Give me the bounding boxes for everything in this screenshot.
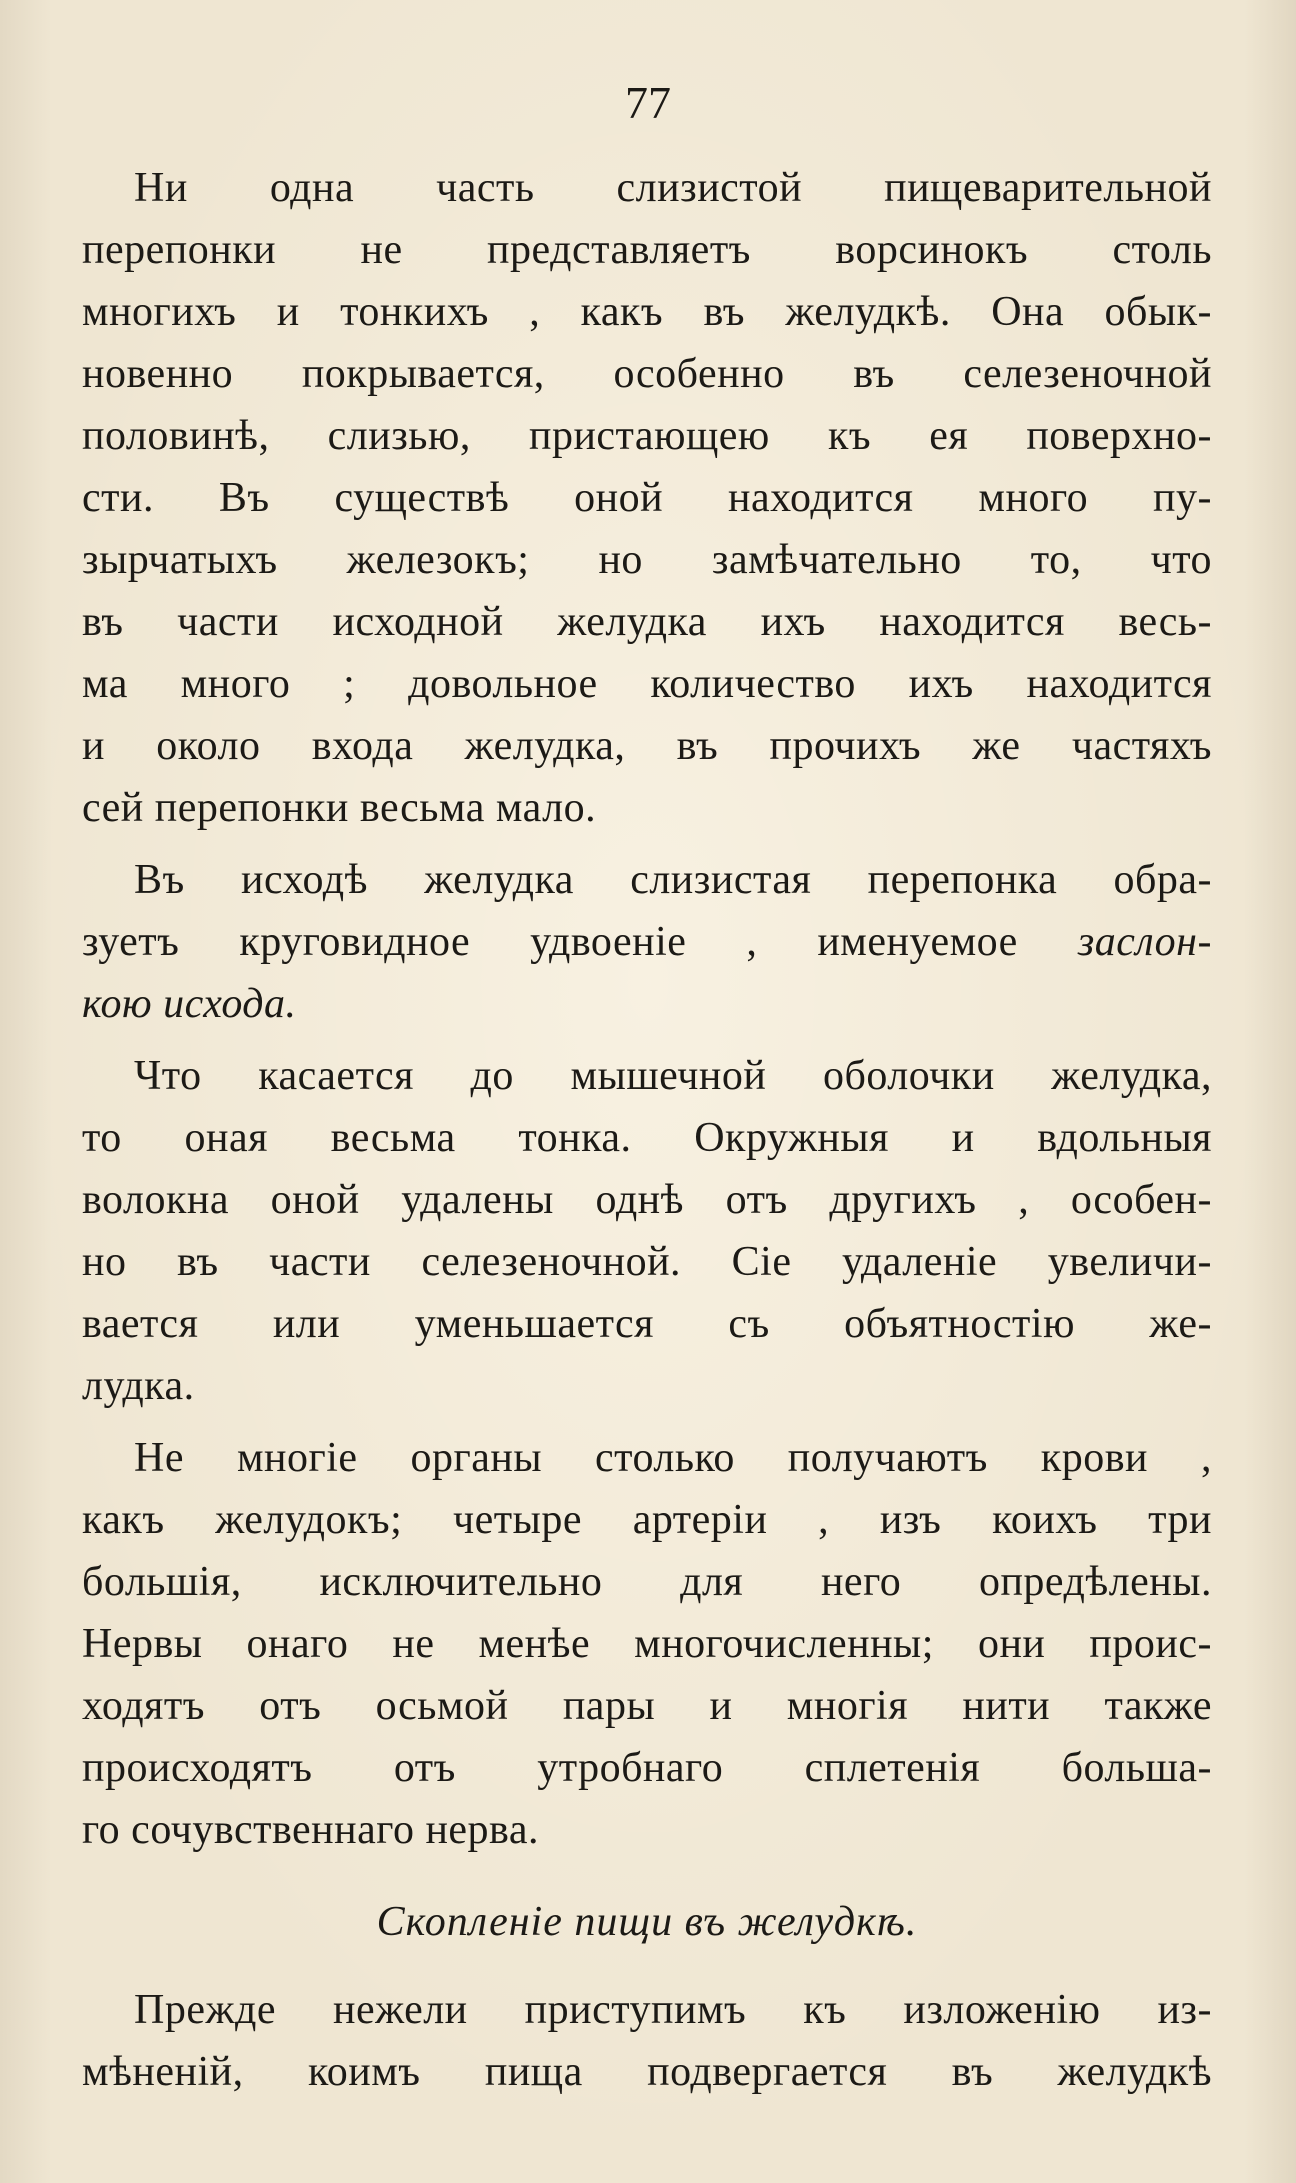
text-line: многихъ и тонкихъ , какъ въ желудкѣ. Она обык- xyxy=(82,289,1212,335)
text-segment: зуетъ круговидное удвоеніе , именуемое xyxy=(82,919,1018,965)
text-line: сти. Въ существѣ оной находится много пу- xyxy=(82,475,1212,521)
paragraph xyxy=(82,157,1212,839)
text-line: то оная весьма тонка. Окружныя и вдольныя xyxy=(82,1115,1212,1161)
text-line: новенно покрывается, особенно въ селезеночной xyxy=(82,351,1212,397)
text-line: ходятъ отъ осьмой пары и многія нити также xyxy=(82,1683,1212,1729)
italic-term: заслон- xyxy=(1077,919,1212,965)
paragraph xyxy=(82,1979,1212,2103)
italic-line xyxy=(82,973,1212,1035)
text-line: сей перепонки весьма мало. xyxy=(82,785,597,831)
text-line: перепонки не представляетъ ворсинокъ столь xyxy=(82,227,1212,273)
text-line: лудка. xyxy=(82,1363,195,1409)
text-line: большія, исключительно для него опредѣлены. xyxy=(82,1559,1212,1605)
body-text xyxy=(82,157,1212,2103)
text-line: волокна оной удалены однѣ отъ другихъ , особен- xyxy=(82,1177,1212,1223)
text-line: вается или уменьшается съ объятностію же- xyxy=(82,1301,1212,1347)
text-line: зырчатыхъ железокъ; но замѣчательно то, что xyxy=(82,537,1212,583)
text-line: Что касается до мышечной оболочки желудка, xyxy=(134,1053,1212,1099)
paragraph xyxy=(82,1427,1212,1861)
text-line: Не многіе органы столько получаютъ крови , xyxy=(134,1435,1212,1481)
text-line: Прежде нежели приступимъ къ изложенію из- xyxy=(134,1987,1212,2033)
text-line: го сочувственнаго нерва. xyxy=(82,1807,539,1853)
paragraph xyxy=(82,849,1212,1035)
text-line: Нервы онаго не менѣе многочисленны; они проис- xyxy=(82,1621,1212,1667)
page-number: 77 xyxy=(625,77,671,128)
text-line: половинѣ, слизью, пристающею къ ея поверхно- xyxy=(82,413,1212,459)
section-heading: Скопленіе пищи въ желудкѣ. xyxy=(376,1899,918,1945)
text-line: и около входа желудка, въ прочихъ же частяхъ xyxy=(82,723,1212,769)
italic-term: кою исхода. xyxy=(82,981,297,1027)
text-line: въ части исходной желудка ихъ находится весь- xyxy=(82,599,1212,645)
text-line xyxy=(82,911,1212,973)
text-line: какъ желудокъ; четыре артеріи , изъ коихъ три xyxy=(82,1497,1212,1543)
text-line: Въ исходѣ желудка слизистая перепонка обра- xyxy=(134,857,1212,903)
text-line: ма много ; довольное количество ихъ находится xyxy=(82,661,1212,707)
text-line: но въ части селезеночной. Сіе удаленіе увеличи- xyxy=(82,1239,1212,1285)
text-line: Ни одна часть слизистой пищеварительной xyxy=(134,165,1212,211)
text-line: происходятъ отъ утробнаго сплетенія большa- xyxy=(82,1745,1212,1791)
paragraph xyxy=(82,1045,1212,1417)
text-line: мѣненій, коимъ пища подвергается въ желудкѣ xyxy=(82,2049,1212,2095)
